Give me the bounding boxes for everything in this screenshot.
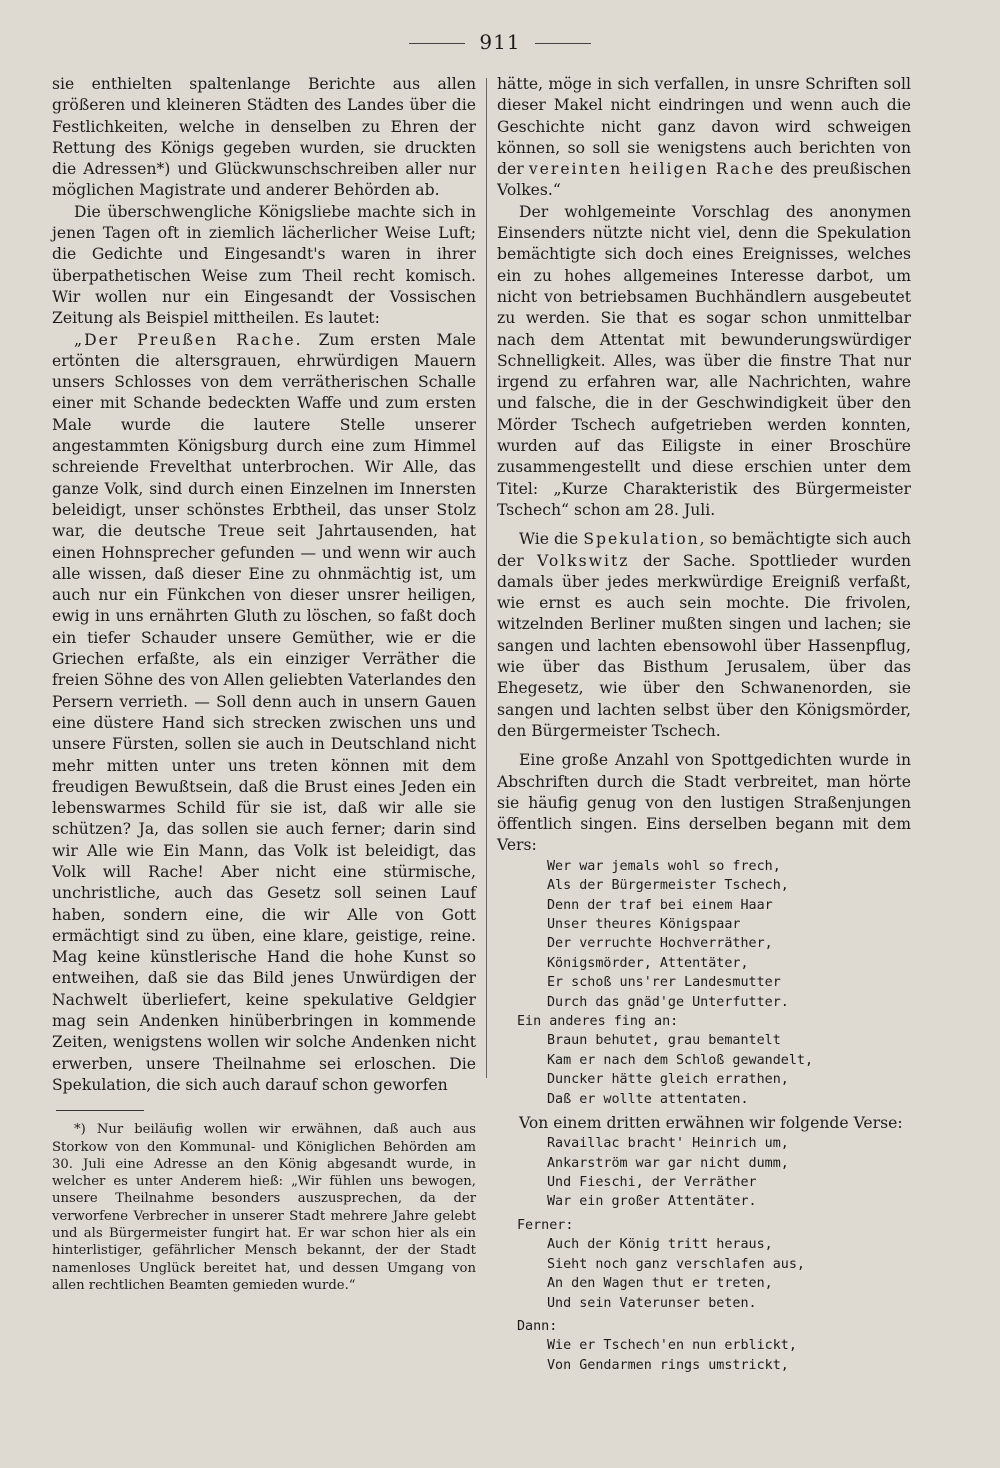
paragraph: Die überschwengliche Königsliebe machte sich in jenen Tagen oft in ziemlich lächerlicher Weise Luft; die Gedichte und Eingesandt's waren in ihrer überpathetischen Weise zum Theil recht komisch. Wir wollen nur ein Eingesandt der Vossischen Zeitung als Beispiel mittheilen. Es lautet: xyxy=(52,202,476,328)
paragraph: Eine große Anzahl von Spottgedichten wurde in Abschriften durch die Stadt verbreitet, man hörte sie häufig genug von den lustigen Straßenjungen öffentlich singen. Eins derselben begann mit dem Vers: xyxy=(497,751,911,855)
verse-line: Kam er nach dem Schloß gewandelt, xyxy=(547,1052,814,1068)
verse-line: Denn der traf bei einem Haar xyxy=(547,897,773,913)
verse-line: Braun behutet, grau bemantelt xyxy=(547,1033,781,1049)
paragraph: sie enthielten spaltenlange Berichte aus allen größeren und kleineren Städten des Landes über die Festlichkeiten, welche in denselben zu Ehren der Rettung des Königs gegeben wurden, sie druckten die Adressen*) und Glückwunschschreiben aller nur möglichen Magistrate und anderer Behörden ab. xyxy=(52,75,476,200)
verse-block-5 xyxy=(497,1317,911,1375)
right-column xyxy=(497,74,911,1375)
verse-block-4 xyxy=(497,1216,911,1313)
verse-line: Königsmörder, Attentäter, xyxy=(547,955,749,971)
verse-block-3 xyxy=(497,1134,911,1212)
verse-line: Auch der König tritt heraus, xyxy=(547,1237,773,1253)
verse-line: Ankarström war gar nicht dumm, xyxy=(547,1155,789,1171)
footnote xyxy=(52,1121,476,1294)
text-run: des preußischen Volkes.“ xyxy=(497,160,911,200)
verse-line: Wer war jemals wohl so frech, xyxy=(547,858,781,874)
verse-block-1 xyxy=(497,857,911,1012)
verse-line: Und sein Vaterunser beten. xyxy=(547,1295,757,1311)
emphasis: Volkswitz xyxy=(537,551,630,570)
text-run: hätte, möge in sich verfallen, in unsre Schriften soll dieser Makel nicht eindringen und wenn auch die Geschichte nicht ganz davon wird schweigen können, so soll sie wenigstens auch berichten von der xyxy=(497,75,911,179)
paragraph: Von einem dritten erwähnen wir folgende Verse: xyxy=(519,1113,903,1132)
verse-line: Der verruchte Hochverräther, xyxy=(547,936,773,952)
verse-line: Duncker hätte gleich errathen, xyxy=(547,1072,789,1088)
footnote-rule xyxy=(56,1110,144,1111)
page-header xyxy=(0,30,1000,54)
quote-text: Zum ersten Male ertönten die altersgrauen, ehrwürdigen Mauern unsers Schlosses von dem verrätherischen Schalle einer mit Schande bedeckten Waffe und zum ersten Male wurde die lautere Stelle unserer angestammten Königsburg durch eine zum Himmel schreiende Frevelthat unterbrochen. Wir Alle, das ganze Volk, sind durch einen Einzelnen im Innersten beleidigt, unser schönstes Erbtheil, das unser Stolz war, die deutsche Treue seit Jahrtausenden, hat einen Hohnsprecher gefunden — und wenn wir auch alle wissen, daß dieser Eine zu ohnmächtig ist, um auch nur ein Fünkchen von dieser unsrer heiligen, ewig in uns ernährten Gluth zu löschen, so faßt doch ein tiefer Schauder unsere Gemüther, wie er die Griechen erfaßte, als ein einziger Verräther die freien Söhne des von Allen geliebten Vaterlandes den Persern verrieth. — Soll denn auch in unsern Gauen eine düstere Hand sich strecken zwischen uns und unsere Fürsten, sollen sie auch in Deutschland nicht mehr mitten unter uns treten können mit dem freudigen Bewußtsein, daß die Brust eines Jeden ein lebenswarmes Schild für sie ist, daß wir alle sie schützen? Ja, das sollen sie auch ferner; darin sind wir Alle wie Ein Mann, das Volk ist beleidigt, das Volk will Rache! Aber nicht eine stürmische, unchristliche, auch das Gesetz soll seinen Lauf haben, sondern eine, die wir Alle von Gott ermächtigt sind zu üben, eine klare, geistige, reine. Mag keine künstlerische Hand die hohe Kunst so entweihen, daß sie das Bild jenes Unwürdigen der Nachwelt überliefert, keine spekulative Geldgier mag sein Andenken hinüberbringen in kommende Zeiten, wenigstens wollen wir solche Andenken nicht erwerben, unsere Theilnahme sei erloschen. Die Spekulation, die sich auch darauf schon geworfen xyxy=(52,330,476,1094)
paragraph xyxy=(497,529,911,742)
header-rule-left xyxy=(409,43,465,44)
verse-block-2 xyxy=(497,1012,911,1109)
verse-line: Ravaillac bracht' Heinrich um, xyxy=(547,1136,789,1152)
verse-line: Als der Bürgermeister Tschech, xyxy=(547,878,789,894)
footnote-text: *) Nur beiläufig wollen wir erwähnen, daß auch aus Storkow von den Kommunal- und Königlichen Behörden am 30. Juli eine Adresse an den König abgesandt wurde, in welcher es unter Anderem hieß: „Wir fühlen uns bewogen, unsere Theilnahme besonders auszusprechen, da der verworfene Verbrecher in unserer Stadt mehrere Jahre gelebt und als Bürgermeister fungirt hat. Er war schon hier als ein hinterlistiger, gefährlicher Mensch bekannt, der der Stadt namenloses Unglück bereitet hat, und dessen Umgang von allen rechtlichen Beamten gemieden wurde.“ xyxy=(52,1122,476,1293)
verse-line: Er schoß uns'rer Landesmutter xyxy=(547,975,781,991)
paragraph: Der wohlgemeinte Vorschlag des anonymen Einsenders nützte nicht viel, denn die Spekulation bemächtigte sich doch eines Ereignisses, welches ein zu hohes allgemeines Interesse darbot, um nicht von betriebsamen Buchhändlern ausgebeutet zu werden. Sie that es sogar schon unmittelbar nach dem Attentat mit bewunderungswürdiger Schnelligkeit. Alles, was über die finstre That nur irgend zu erfahren war, alle Nachrichten, wahre und falsche, die in der Geschwindigkeit über den Mörder Tschech aufgetrieben werden konnten, wurden auf das Eiligste in einer Broschüre zusammengestellt und diese erschien unter dem Titel: „Kurze Charakteristik des Bürgermeister Tschech“ schon am 28. Juli. xyxy=(497,202,911,519)
verse-intro: Ferner: xyxy=(517,1217,574,1233)
emphasis: vereinten heiligen Rache xyxy=(528,160,776,179)
verse-intro: Dann: xyxy=(517,1318,558,1334)
verse-line: Sieht noch ganz verschlafen aus, xyxy=(547,1256,805,1272)
verse-line: Wie er Tschech'en nun erblickt, xyxy=(547,1338,797,1354)
text-run: Wie die xyxy=(519,530,584,549)
header-rule-right xyxy=(535,43,591,44)
verse-line: An den Wagen thut er treten, xyxy=(547,1276,773,1292)
emphasis: Spekulation xyxy=(583,530,700,549)
paragraph xyxy=(497,74,911,202)
column-divider xyxy=(486,78,487,1078)
page-number: 911 xyxy=(479,30,521,54)
text-run: , so bemächtigte sich auch der xyxy=(497,530,911,570)
verse-line: Daß er wollte attentaten. xyxy=(547,1091,749,1107)
quote-title: „Der Preußen Rache. xyxy=(74,330,303,349)
verse-line: Durch das gnäd'ge Unterfutter. xyxy=(547,994,789,1010)
verse-line: War ein großer Attentäter. xyxy=(547,1194,757,1210)
text-run: der Sache. Spottlieder wurden damals über jedes merkwürdige Ereigniß verfaßt, wie ernst es auch sein mochte. Die frivolen, witzelnden Berliner mußten singen und lachen; sie sangen und lachten ebensowohl über Hassenpflug, wie über das Bisthum Jerusalem, über das Ehegesetz, wie über den Schwanenorden, sie sangen und lachten selbst über den Königsmörder, den Bürgermeister Tschech. xyxy=(497,551,911,740)
verse-line: Von Gendarmen rings umstrickt, xyxy=(547,1357,789,1373)
verse-line: Unser theures Königspaar xyxy=(547,916,741,932)
verse-line: Und Fieschi, der Verräther xyxy=(547,1175,757,1191)
verse-intro: Ein anderes fing an: xyxy=(517,1013,679,1029)
left-column xyxy=(52,74,476,1294)
quoted-letter xyxy=(52,330,476,1097)
